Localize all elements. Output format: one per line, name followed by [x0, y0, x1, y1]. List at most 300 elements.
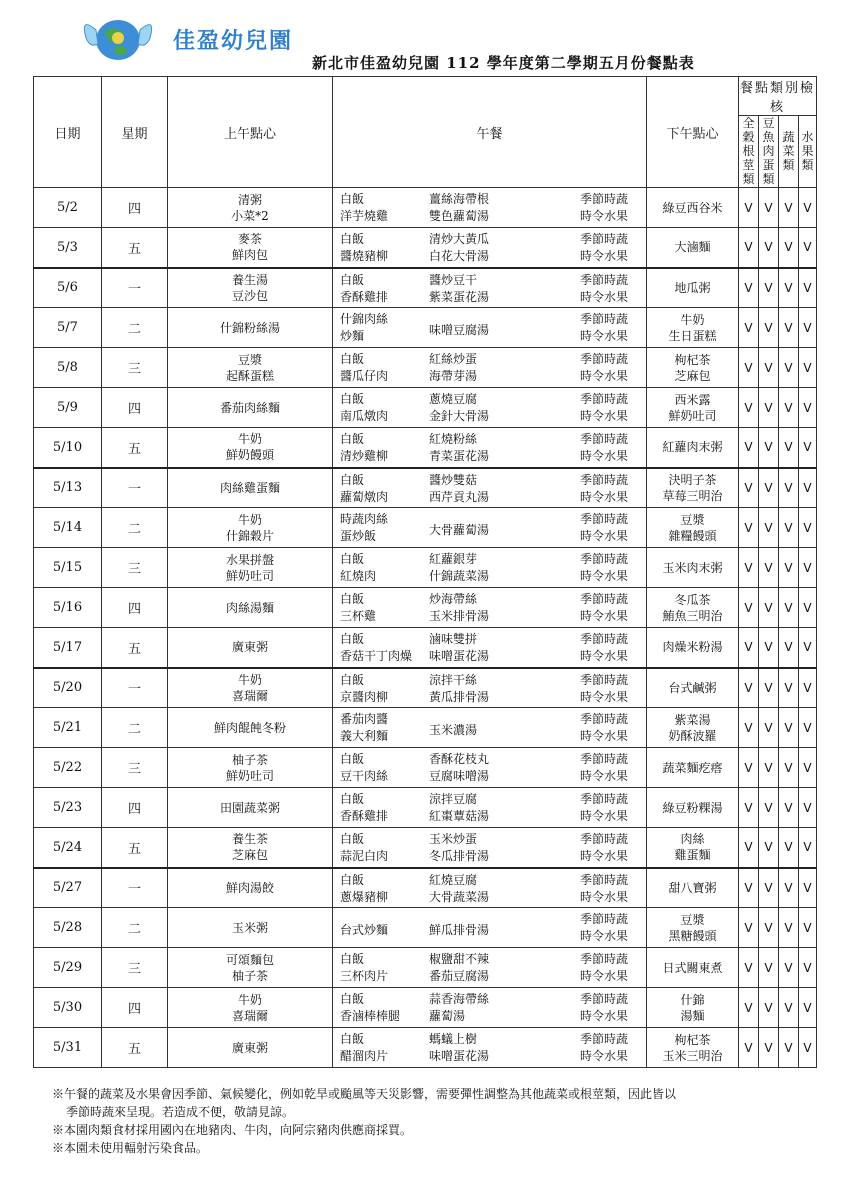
lunch-cell: [333, 348, 647, 388]
check-mark: V: [759, 428, 779, 468]
check-mark: V: [759, 308, 779, 348]
lunch-cell: [333, 388, 647, 428]
am-snack-cell: [168, 628, 333, 668]
lunch-cell: [333, 908, 647, 948]
lunch-item: 時令水果: [580, 409, 629, 423]
am-snack-cell: [168, 828, 333, 868]
pm-snack-cell: [647, 668, 739, 708]
am-snack-item: 麥茶: [237, 232, 262, 247]
lunch-item: 蔥爆豬柳: [340, 889, 389, 904]
pm-snack-item: 奶酥波羅: [668, 728, 717, 743]
pm-snack-item: 綠豆粉粿湯: [662, 800, 723, 815]
lunch-item: 蒜泥白肉: [340, 849, 389, 863]
date-cell: 5/2: [34, 188, 102, 228]
check-mark: V: [759, 668, 779, 708]
pm-snack-cell: [647, 468, 739, 508]
am-snack-item: 什錦穀片: [225, 528, 274, 543]
check-mark: V: [739, 628, 759, 668]
lunch-item: 蔥燒豆腐: [429, 392, 478, 406]
lunch-cell: [333, 948, 647, 988]
weekday-cell: 一: [102, 668, 168, 708]
check-mark: V: [739, 708, 759, 748]
lunch-item: 白飯: [340, 272, 365, 287]
check-mark: V: [759, 1028, 779, 1068]
check-mark: V: [759, 268, 779, 308]
am-snack-item: 田園蔬菜粥: [219, 800, 280, 815]
check-mark: V: [799, 788, 817, 828]
check-mark: V: [739, 308, 759, 348]
am-snack-item: 養生湯: [231, 272, 268, 287]
weekday-cell: 二: [102, 708, 168, 748]
lunch-item: 醬炒豆干: [429, 272, 478, 287]
pm-snack-cell: [647, 628, 739, 668]
check-mark: V: [739, 188, 759, 228]
pm-snack-item: 蔬菜麵疙瘩: [662, 760, 723, 775]
table-row: [34, 948, 817, 988]
am-snack-item: 鮮肉餛飩冬粉: [213, 720, 286, 735]
lunch-item: 紅絲炒蛋: [429, 352, 478, 366]
lunch-item: 番茄肉醬: [340, 712, 389, 726]
lunch-cell: [333, 188, 647, 228]
lunch-item: 季節時蔬: [580, 272, 629, 287]
table-row: [34, 748, 817, 788]
check-mark: V: [739, 788, 759, 828]
weekday-cell: 二: [102, 908, 168, 948]
lunch-cell: [333, 868, 647, 908]
lunch-item: 醬燒豬柳: [340, 249, 389, 263]
lunch-cell: [333, 588, 647, 628]
table-row: [34, 348, 817, 388]
pm-snack-item: 豆漿: [680, 912, 705, 927]
date-cell: 5/30: [34, 988, 102, 1028]
lunch-item: 豆腐味噌湯: [429, 769, 490, 783]
lunch-item: 季節時蔬: [580, 912, 629, 926]
check-mark: V: [779, 1028, 799, 1068]
check-mark: V: [739, 748, 759, 788]
pm-snack-cell: [647, 508, 739, 548]
date-cell: 5/7: [34, 308, 102, 348]
lunch-item: 紅棗蕈菇湯: [429, 809, 490, 823]
table-row: [34, 668, 817, 708]
check-mark: V: [779, 588, 799, 628]
table-row: [34, 388, 817, 428]
date-cell: 5/29: [34, 948, 102, 988]
am-snack-item: 肉絲湯麵: [225, 600, 274, 615]
check-mark: V: [739, 468, 759, 508]
am-snack-cell: [168, 708, 333, 748]
col-header-pm-snack: 下午點心: [647, 77, 739, 188]
lunch-item: 醋溜肉片: [340, 1049, 389, 1063]
weekday-cell: 一: [102, 468, 168, 508]
lunch-item: 香酥花枝丸: [429, 752, 490, 766]
check-mark: V: [799, 668, 817, 708]
vegetables-label: 蔬菜類: [782, 130, 795, 172]
check-mark: V: [799, 868, 817, 908]
lunch-item: 時令水果: [580, 529, 629, 543]
lunch-cell: [333, 788, 647, 828]
check-mark: V: [759, 748, 779, 788]
lunch-cell: [333, 268, 647, 308]
lunch-item: 季節時蔬: [580, 592, 629, 606]
check-mark: V: [739, 868, 759, 908]
lunch-item: 白飯: [340, 672, 365, 687]
check-mark: V: [739, 948, 759, 988]
date-cell: 5/28: [34, 908, 102, 948]
table-row: [34, 508, 817, 548]
am-snack-cell: [168, 468, 333, 508]
table-row: [34, 468, 817, 508]
lunch-item: 蛋炒飯: [340, 529, 377, 543]
check-mark: V: [799, 548, 817, 588]
am-snack-item: 小菜*2: [231, 208, 269, 223]
lunch-item: 三杯雞: [340, 609, 377, 623]
am-snack-item: 芝麻包: [231, 848, 268, 863]
lunch-item: 炒麵: [340, 329, 365, 343]
pm-snack-item: 決明子茶: [668, 472, 717, 487]
check-mark: V: [799, 428, 817, 468]
pm-snack-cell: [647, 748, 739, 788]
lunch-item: 三杯肉片: [340, 969, 389, 983]
lunch-item: 涼拌豆腐: [429, 792, 478, 806]
check-mark: V: [779, 268, 799, 308]
check-mark: V: [799, 748, 817, 788]
table-row: [34, 228, 817, 268]
lunch-item: 海帶芽湯: [429, 369, 478, 383]
lunch-item: 季節時蔬: [580, 472, 629, 487]
lunch-cell: [333, 748, 647, 788]
am-snack-item: 玉米粥: [231, 920, 268, 935]
am-snack-item: 可頌麵包: [225, 952, 274, 967]
check-mark: V: [739, 428, 759, 468]
check-mark: V: [799, 908, 817, 948]
am-snack-cell: [168, 868, 333, 908]
pm-snack-cell: [647, 908, 739, 948]
check-mark: V: [779, 948, 799, 988]
col-header-grains: [739, 116, 759, 188]
pm-snack-item: 黑糖饅頭: [668, 928, 717, 943]
header: [0, 0, 849, 76]
lunch-item: 時令水果: [580, 209, 629, 223]
lunch-item: 南瓜燉肉: [340, 409, 389, 423]
weekday-cell: 一: [102, 268, 168, 308]
check-mark: V: [779, 348, 799, 388]
weekday-cell: 三: [102, 748, 168, 788]
header-row-1: [34, 77, 817, 116]
check-mark: V: [799, 988, 817, 1028]
am-snack-cell: [168, 188, 333, 228]
lunch-item: 西芹貢丸湯: [429, 489, 490, 504]
lunch-item: 季節時蔬: [580, 1032, 629, 1046]
check-mark: V: [779, 828, 799, 868]
lunch-item: 椒鹽甜不辣: [429, 952, 490, 966]
am-snack-cell: [168, 748, 333, 788]
pm-snack-item: 冬瓜茶: [674, 592, 711, 607]
check-mark: V: [799, 588, 817, 628]
lunch-cell: [333, 628, 647, 668]
weekday-cell: 三: [102, 548, 168, 588]
lunch-item: 季節時蔬: [580, 352, 629, 366]
table-row: [34, 1028, 817, 1068]
date-cell: 5/15: [34, 548, 102, 588]
lunch-item: 時令水果: [580, 369, 629, 383]
am-snack-item: 牛奶: [237, 432, 262, 447]
page-title: 新北市佳盈幼兒園 112 學年度第二學期五月份餐點表: [312, 54, 695, 72]
lunch-item: 白飯: [340, 952, 365, 966]
lunch-item: 白飯: [340, 632, 365, 646]
check-mark: V: [739, 268, 759, 308]
weekday-cell: 一: [102, 868, 168, 908]
table-row: [34, 908, 817, 948]
note-1-cont: 季節時蔬來呈現。若造成不便，敬請見諒。: [66, 1105, 295, 1119]
lunch-item: 季節時蔬: [580, 752, 629, 766]
lunch-cell: [333, 548, 647, 588]
lunch-item: 台式炒麵: [340, 923, 389, 937]
check-mark: V: [799, 948, 817, 988]
lunch-item: 時令水果: [580, 1009, 629, 1023]
lunch-item: 季節時蔬: [580, 392, 629, 406]
lunch-item: 季節時蔬: [580, 512, 629, 526]
lunch-item: 冬瓜排骨湯: [429, 849, 490, 863]
weekday-cell: 二: [102, 508, 168, 548]
lunch-item: 白飯: [340, 352, 365, 366]
check-mark: V: [759, 828, 779, 868]
am-snack-item: 鮮奶吐司: [225, 568, 274, 583]
lunch-cell: [333, 428, 647, 468]
pm-snack-item: 肉燥米粉湯: [662, 640, 723, 655]
date-cell: 5/20: [34, 668, 102, 708]
pm-snack-cell: [647, 428, 739, 468]
lunch-item: 香滷棒棒腿: [340, 1009, 401, 1023]
pm-snack-cell: [647, 308, 739, 348]
pm-snack-cell: [647, 708, 739, 748]
lunch-item: 季節時蔬: [580, 232, 629, 246]
check-mark: V: [759, 588, 779, 628]
weekday-cell: 五: [102, 228, 168, 268]
pm-snack-item: 枸杞茶: [674, 1032, 711, 1047]
check-mark: V: [779, 988, 799, 1028]
pm-snack-item: 鮮奶吐司: [668, 408, 717, 423]
lunch-item: 鮮瓜排骨湯: [429, 923, 490, 937]
date-cell: 5/16: [34, 588, 102, 628]
check-mark: V: [779, 388, 799, 428]
am-snack-cell: [168, 508, 333, 548]
check-mark: V: [759, 348, 779, 388]
pm-snack-cell: [647, 188, 739, 228]
pm-snack-item: 肉絲: [680, 832, 705, 847]
pm-snack-cell: [647, 588, 739, 628]
weekday-cell: 三: [102, 348, 168, 388]
lunch-item: 時令水果: [580, 569, 629, 583]
check-mark: V: [759, 708, 779, 748]
lunch-item: 白飯: [340, 472, 365, 487]
lunch-item: 白飯: [340, 992, 365, 1006]
check-mark: V: [739, 388, 759, 428]
am-snack-cell: [168, 308, 333, 348]
lunch-item: 白飯: [340, 192, 365, 206]
pm-snack-item: 草莓三明治: [662, 488, 723, 503]
date-cell: 5/6: [34, 268, 102, 308]
am-snack-item: 起酥蛋糕: [225, 368, 274, 383]
lunch-item: 蘿蔔湯: [429, 1009, 466, 1023]
lunch-item: 季節時蔬: [580, 552, 629, 566]
check-mark: V: [779, 708, 799, 748]
weekday-cell: 四: [102, 788, 168, 828]
am-snack-item: 什錦粉絲湯: [219, 320, 280, 335]
pm-snack-item: 枸杞茶: [674, 352, 711, 367]
check-mark: V: [739, 588, 759, 628]
date-cell: 5/31: [34, 1028, 102, 1068]
table-row: [34, 628, 817, 668]
pm-snack-item: 甜八寶粥: [668, 880, 717, 895]
date-cell: 5/13: [34, 468, 102, 508]
lunch-item: 豆干肉絲: [340, 769, 389, 783]
am-snack-item: 喜瑞爾: [231, 1008, 268, 1023]
lunch-item: 紅燒粉絲: [429, 432, 478, 446]
am-snack-item: 水果拼盤: [225, 552, 274, 567]
table-row: [34, 188, 817, 228]
pm-snack-item: 紫菜湯: [674, 712, 711, 727]
lunch-item: 時令水果: [580, 729, 629, 743]
pm-snack-item: 牛奶: [680, 312, 705, 327]
check-mark: V: [799, 188, 817, 228]
check-mark: V: [739, 988, 759, 1028]
date-cell: 5/14: [34, 508, 102, 548]
check-mark: V: [779, 628, 799, 668]
pm-snack-cell: [647, 548, 739, 588]
lunch-item: 蒜香海帶絲: [429, 992, 490, 1006]
lunch-item: 時令水果: [580, 449, 629, 463]
am-snack-item: 牛奶: [237, 992, 262, 1007]
pm-snack-item: 西米露: [674, 392, 711, 407]
lunch-item: 季節時蔬: [580, 312, 629, 326]
check-mark: V: [739, 548, 759, 588]
check-mark: V: [779, 748, 799, 788]
lunch-item: 白飯: [340, 232, 365, 246]
check-mark: V: [779, 468, 799, 508]
am-snack-item: 鮮肉湯餃: [225, 880, 274, 895]
lunch-item: 白飯: [340, 832, 365, 846]
lunch-item: 時令水果: [580, 889, 629, 904]
lunch-item: 時令水果: [580, 289, 629, 304]
am-snack-item: 柚子茶: [231, 968, 268, 983]
col-header-weekday: 星期: [102, 77, 168, 188]
pm-snack-item: 日式關東煮: [662, 960, 723, 975]
pm-snack-item: 綠豆西谷米: [662, 200, 723, 215]
am-snack-item: 柚子茶: [231, 752, 268, 767]
lunch-item: 時令水果: [580, 769, 629, 783]
am-snack-cell: [168, 948, 333, 988]
am-snack-cell: [168, 548, 333, 588]
lunch-item: 清炒大黃瓜: [429, 232, 490, 246]
pm-snack-cell: [647, 388, 739, 428]
check-mark: V: [739, 508, 759, 548]
lunch-item: 雙色蘿蔔湯: [429, 209, 490, 223]
check-mark: V: [799, 388, 817, 428]
lunch-item: 番茄豆腐湯: [429, 969, 490, 983]
lunch-item: 時蔬肉絲: [340, 512, 389, 526]
lunch-item: 紅燒肉: [340, 569, 377, 583]
am-snack-cell: [168, 668, 333, 708]
check-mark: V: [759, 468, 779, 508]
lunch-item: 玉米濃湯: [429, 723, 478, 737]
col-header-lunch: 午餐: [333, 77, 647, 188]
lunch-item: 味噌蛋花湯: [429, 1049, 490, 1063]
col-header-protein: [759, 116, 779, 188]
am-snack-item: 廣東粥: [231, 1040, 268, 1055]
lunch-item: 時令水果: [580, 969, 629, 983]
pm-snack-item: 紅蘿肉末粥: [662, 440, 723, 455]
col-header-fruits: [799, 116, 817, 188]
check-mark: V: [799, 228, 817, 268]
date-cell: 5/8: [34, 348, 102, 388]
date-cell: 5/21: [34, 708, 102, 748]
check-mark: V: [779, 908, 799, 948]
pm-snack-item: 大滷麵: [674, 240, 711, 255]
table-row: [34, 268, 817, 308]
pm-snack-item: 台式鹹粥: [668, 680, 717, 695]
note-1: ※午餐的蔬菜及水果會因季節、氣候變化，例如乾旱或颱風等天災影響，需要彈性調整為其他蔬菜或根莖類，因此皆以: [52, 1087, 677, 1101]
lunch-item: 香酥雞排: [340, 289, 389, 304]
lunch-item: 香菇干丁肉燥: [340, 649, 413, 663]
lunch-item: 京醬肉柳: [340, 689, 389, 704]
date-cell: 5/9: [34, 388, 102, 428]
meal-table-body: [34, 188, 817, 1068]
date-cell: 5/27: [34, 868, 102, 908]
weekday-cell: 三: [102, 948, 168, 988]
lunch-item: 時令水果: [580, 689, 629, 704]
date-cell: 5/10: [34, 428, 102, 468]
am-snack-item: 廣東粥: [231, 640, 268, 655]
lunch-item: 時令水果: [580, 809, 629, 823]
check-mark: V: [739, 228, 759, 268]
lunch-cell: [333, 668, 647, 708]
check-mark: V: [759, 388, 779, 428]
col-header-check-group: 餐點類別檢核: [739, 77, 817, 116]
pm-snack-item: 地瓜粥: [674, 280, 711, 295]
check-mark: V: [779, 508, 799, 548]
am-snack-item: 鮮奶饅頭: [225, 448, 274, 463]
protein-label: 豆魚肉蛋類: [762, 116, 775, 186]
date-cell: 5/3: [34, 228, 102, 268]
date-cell: 5/22: [34, 748, 102, 788]
lunch-item: 青菜蛋花湯: [429, 449, 490, 463]
lunch-item: 季節時蔬: [580, 992, 629, 1006]
weekday-cell: 五: [102, 628, 168, 668]
logo-text: 佳盈幼兒園: [173, 29, 294, 54]
lunch-item: 義大利麵: [340, 729, 389, 743]
lunch-item: 白飯: [340, 872, 365, 887]
col-header-date: 日期: [34, 77, 102, 188]
am-snack-cell: [168, 268, 333, 308]
lunch-item: 季節時蔬: [580, 712, 629, 726]
lunch-item: 薑絲海帶根: [429, 192, 490, 206]
lunch-item: 白花大骨湯: [429, 249, 490, 263]
table-row: [34, 868, 817, 908]
check-mark: V: [739, 828, 759, 868]
check-mark: V: [799, 268, 817, 308]
am-snack-item: 番茄肉絲麵: [219, 400, 280, 415]
am-snack-cell: [168, 788, 333, 828]
lunch-item: 白飯: [340, 392, 365, 406]
am-snack-item: 鮮肉包: [231, 248, 268, 263]
pm-snack-cell: [647, 828, 739, 868]
lunch-cell: [333, 468, 647, 508]
pm-snack-item: 玉米肉末粥: [662, 560, 723, 575]
lunch-item: 清炒雞柳: [340, 449, 389, 463]
lunch-item: 白飯: [340, 552, 365, 566]
am-snack-cell: [168, 588, 333, 628]
am-snack-item: 清粥: [237, 192, 262, 207]
